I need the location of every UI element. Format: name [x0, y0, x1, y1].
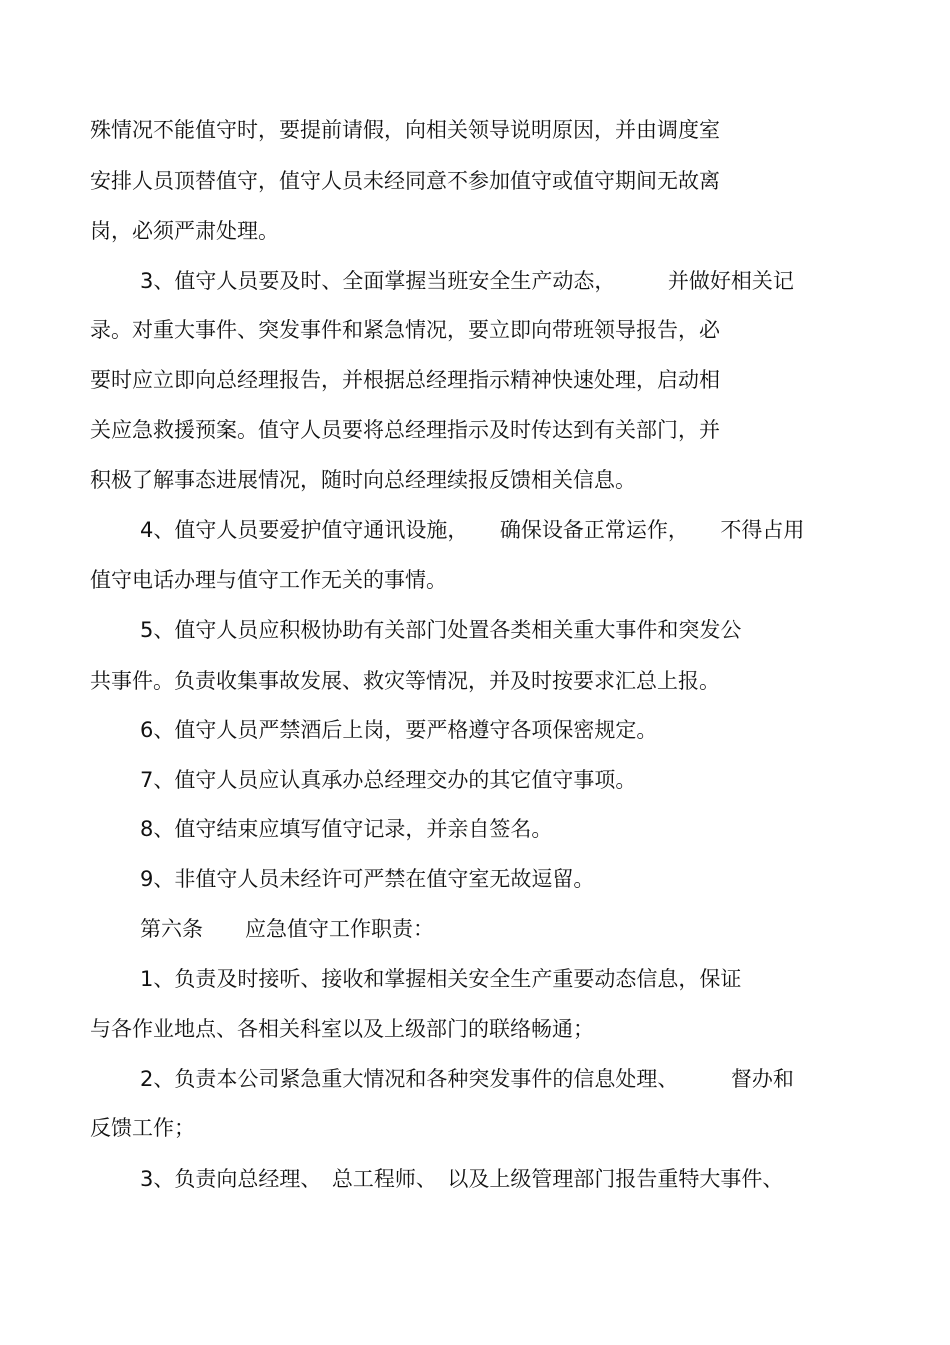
- text-line: 3、值守人员要及时、全面掌握当班安全生产动态， 并做好相关记: [140, 269, 794, 293]
- text-line: 2、负责本公司紧急重大情况和各种突发事件的信息处理、 督办和: [140, 1067, 794, 1091]
- text-line: 岗，必须严肃处理。: [90, 219, 279, 243]
- text-line: 5、值守人员应积极协助有关部门处置各类相关重大事件和突发公: [140, 618, 742, 642]
- section-heading: 第六条 应急值守工作职责：: [140, 917, 434, 941]
- text-line: 安排人员顶替值守，值守人员未经同意不参加值守或值守期间无故离: [90, 169, 720, 193]
- text-line: 与各作业地点、各相关科室以及上级部门的联络畅通；: [90, 1017, 594, 1041]
- text-line: 8、值守结束应填写值守记录，并亲自签名。: [140, 817, 553, 841]
- text-line: 1、负责及时接听、接收和掌握相关安全生产重要动态信息，保证: [140, 967, 742, 991]
- text-line: 录。对重大事件、突发事件和紧急情况，要立即向带班领导报告，必: [90, 318, 720, 342]
- text-line: 殊情况不能值守时，要提前请假，向相关领导说明原因，并由调度室: [90, 118, 720, 142]
- text-line: 4、值守人员要爱护值守通讯设施， 确保设备正常运作， 不得占用: [140, 518, 805, 542]
- text-line: 积极了解事态进展情况，随时向总经理续报反馈相关信息。: [90, 468, 636, 492]
- text-line: 要时应立即向总经理报告，并根据总经理指示精神快速处理，启动相: [90, 368, 720, 392]
- text-line: 7、值守人员应认真承办总经理交办的其它值守事项。: [140, 768, 637, 792]
- text-line: 值守电话办理与值守工作无关的事情。: [90, 568, 447, 592]
- text-line: 3、负责向总经理、 总工程师、 以及上级管理部门报告重特大事件、: [140, 1167, 784, 1191]
- text-line: 关应急救援预案。值守人员要将总经理指示及时传达到有关部门，并: [90, 418, 720, 442]
- text-line: 共事件。负责收集事故发展、救灾等情况，并及时按要求汇总上报。: [90, 669, 720, 693]
- text-line: 6、值守人员严禁酒后上岗，要严格遵守各项保密规定。: [140, 718, 658, 742]
- text-line: 反馈工作；: [90, 1116, 195, 1140]
- text-line: 9、非值守人员未经许可严禁在值守室无故逗留。: [140, 867, 595, 891]
